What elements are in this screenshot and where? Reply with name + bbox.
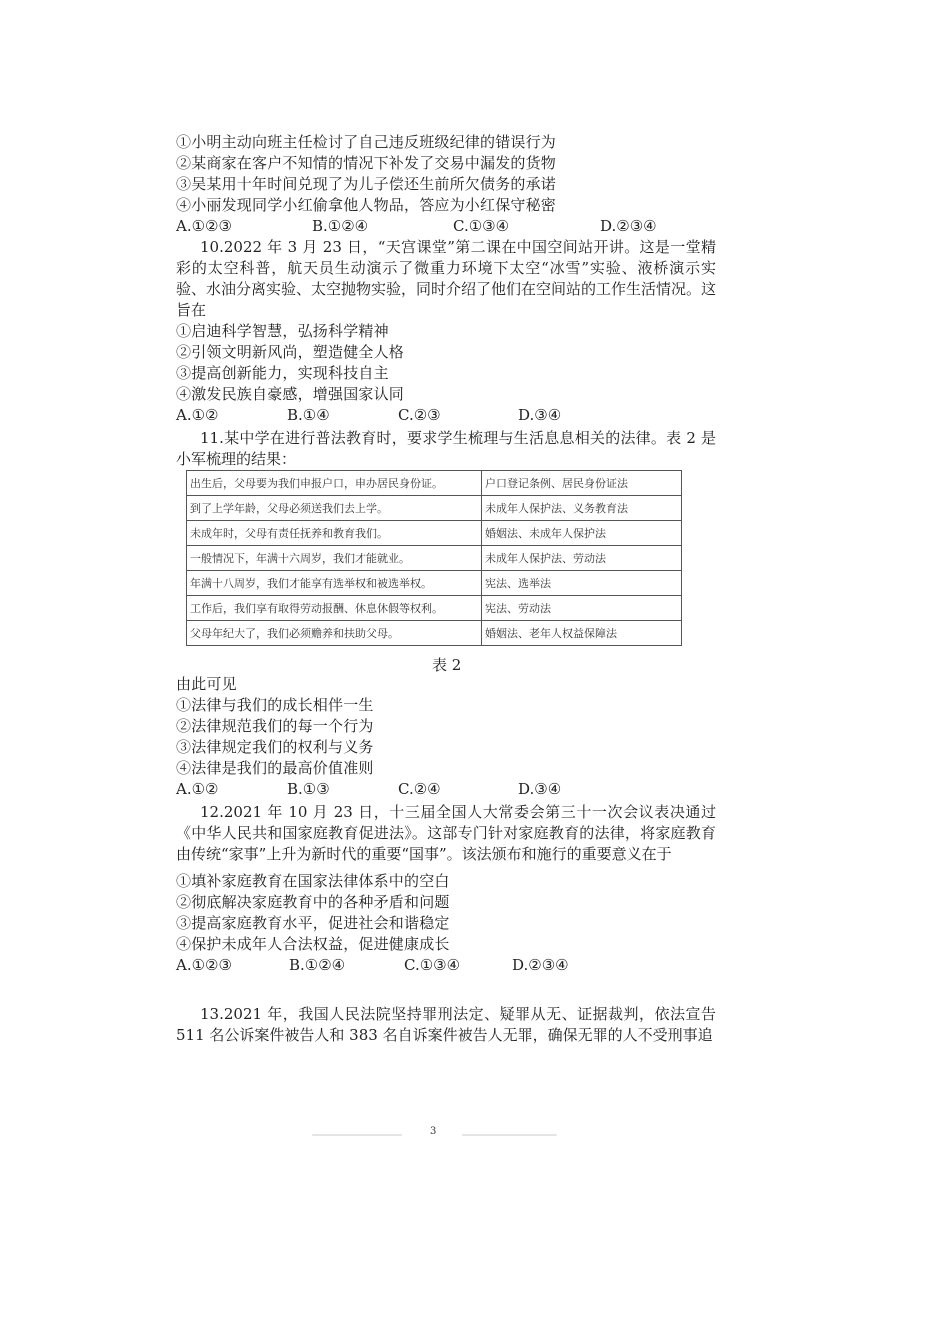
q10-item-3: ③提高创新能力，实现科技自主 — [176, 364, 389, 382]
q9-option-c: C.①③④ — [453, 217, 510, 235]
q11-lead: 由此可见 — [176, 675, 237, 693]
q11-option-d: D.③④ — [518, 780, 562, 798]
q13-block — [176, 1004, 716, 1046]
table-cell-situation: 出生后，父母要为我们申报户口，申办居民身份证。 — [187, 471, 482, 496]
q9-block — [176, 132, 716, 237]
table-cell-law: 未成年人保护法、劳动法 — [482, 546, 682, 571]
table-cell-situation: 父母年纪大了，我们必须赡养和扶助父母。 — [187, 621, 482, 646]
q9-options — [176, 216, 716, 237]
q11-item-3: ③法律规定我们的权利与义务 — [176, 738, 374, 756]
q13-stem: 13.2021 年，我国人民法院坚持罪刑法定、疑罪从无、证据裁判，依法宣告 511 名公诉案件被告人和 383 名自诉案件被告人无罪，确保无罪的人不受刑事追 — [176, 1005, 716, 1044]
q12-block — [176, 802, 716, 976]
q10-item-2: ②引领文明新风尚，塑造健全人格 — [176, 343, 405, 361]
table-row — [187, 521, 682, 546]
table-cell-law: 婚姻法、未成年人保护法 — [482, 521, 682, 546]
q9-item-3: ③吴某用十年时间兑现了为儿子偿还生前所欠债务的承诺 — [176, 175, 557, 193]
q10-option-c: C.②③ — [398, 406, 441, 424]
q11-stem-block — [176, 428, 716, 470]
q9-item-1: ①小明主动向班主任检讨了自己违反班级纪律的错误行为 — [176, 133, 557, 151]
q12-option-d: D.②③④ — [512, 956, 569, 974]
table-cell-situation: 一般情况下，年满十六周岁，我们才能就业。 — [187, 546, 482, 571]
q11-option-b: B.①③ — [287, 780, 330, 798]
q10-item-4: ④激发民族自豪感，增强国家认同 — [176, 385, 405, 403]
q10-options — [176, 405, 716, 426]
q10-option-d: D.③④ — [518, 406, 562, 424]
table-cell-situation: 到了上学年龄，父母必须送我们去上学。 — [187, 496, 482, 521]
table-row — [187, 471, 682, 496]
q11-item-1: ①法律与我们的成长相伴一生 — [176, 696, 374, 714]
q11-option-a: A.①② — [176, 780, 219, 798]
q10-option-a: A.①② — [176, 406, 219, 424]
q10-block — [176, 237, 716, 426]
scan-smudge — [462, 1134, 557, 1136]
q11-item-2: ②法律规范我们的每一个行为 — [176, 717, 374, 735]
q12-option-a: A.①②③ — [176, 956, 232, 974]
q9-option-d: D.②③④ — [600, 217, 657, 235]
page-number: 3 — [430, 1126, 437, 1137]
q10-option-b: B.①④ — [287, 406, 330, 424]
scan-smudge — [312, 1134, 402, 1136]
q11-option-c: C.②④ — [398, 780, 441, 798]
table-cell-law: 婚姻法、老年人权益保障法 — [482, 621, 682, 646]
q12-options — [176, 955, 716, 976]
table-row — [187, 621, 682, 646]
table-caption: 表 2 — [432, 656, 462, 674]
q11-options — [176, 779, 716, 800]
table-cell-law: 户口登记条例、居民身份证法 — [482, 471, 682, 496]
q12-item-1: ①填补家庭教育在国家法律体系中的空白 — [176, 872, 450, 890]
q10-item-1: ①启迪科学智慧，弘扬科学精神 — [176, 322, 389, 340]
table-cell-situation: 工作后，我们享有取得劳动报酬、休息休假等权利。 — [187, 596, 482, 621]
q11-block — [176, 674, 716, 800]
q9-option-a: A.①②③ — [176, 217, 232, 235]
q10-stem: 10.2022 年 3 月 23 日，“天宫课堂”第二课在中国空间站开讲。这是一堂精彩的太空科普，航天员生动演示了微重力环境下太空“冰雪”实验、液桥演示实验、水油分离实验、太空抛物实验，同时介绍了他们在空间站的工作生活情况。这旨在 — [176, 238, 717, 319]
q9-item-2: ②某商家在客户不知情的情况下补发了交易中漏发的货物 — [176, 154, 557, 172]
q11-stem: 11.某中学在进行普法教育时，要求学生梳理与生活息息相关的法律。表 2 是小军梳理的结果： — [176, 429, 716, 468]
table-cell-law: 宪法、劳动法 — [482, 596, 682, 621]
table-row — [187, 571, 682, 596]
q12-option-b: B.①②④ — [289, 956, 346, 974]
table-cell-law: 宪法、选举法 — [482, 571, 682, 596]
q12-stem: 12.2021 年 10 月 23 日，十三届全国人大常委会第三十一次会议表决通过《中华人民共和国家庭教育促进法》。这部专门针对家庭教育的法律，将家庭教育由传统“家事”上升为新时代的重要“国事”。该法颁布和施行的重要意义在于 — [176, 803, 716, 863]
q12-option-c: C.①③④ — [404, 956, 461, 974]
table-row — [187, 546, 682, 571]
table-cell-situation: 未成年时，父母有责任抚养和教育我们。 — [187, 521, 482, 546]
table-row — [187, 596, 682, 621]
table-cell-situation: 年满十八周岁，我们才能享有选举权和被选举权。 — [187, 571, 482, 596]
table-cell-law: 未成年人保护法、义务教育法 — [482, 496, 682, 521]
q9-option-b: B.①②④ — [312, 217, 369, 235]
q12-item-2: ②彻底解决家庭教育中的各种矛盾和问题 — [176, 893, 450, 911]
q9-item-4: ④小丽发现同学小红偷拿他人物品，答应为小红保守秘密 — [176, 196, 557, 214]
q12-item-4: ④保护未成年人合法权益，促进健康成长 — [176, 935, 450, 953]
table-row — [187, 496, 682, 521]
q12-item-3: ③提高家庭教育水平，促进社会和谐稳定 — [176, 914, 450, 932]
law-table — [186, 470, 682, 646]
q11-item-4: ④法律是我们的最高价值准则 — [176, 759, 374, 777]
